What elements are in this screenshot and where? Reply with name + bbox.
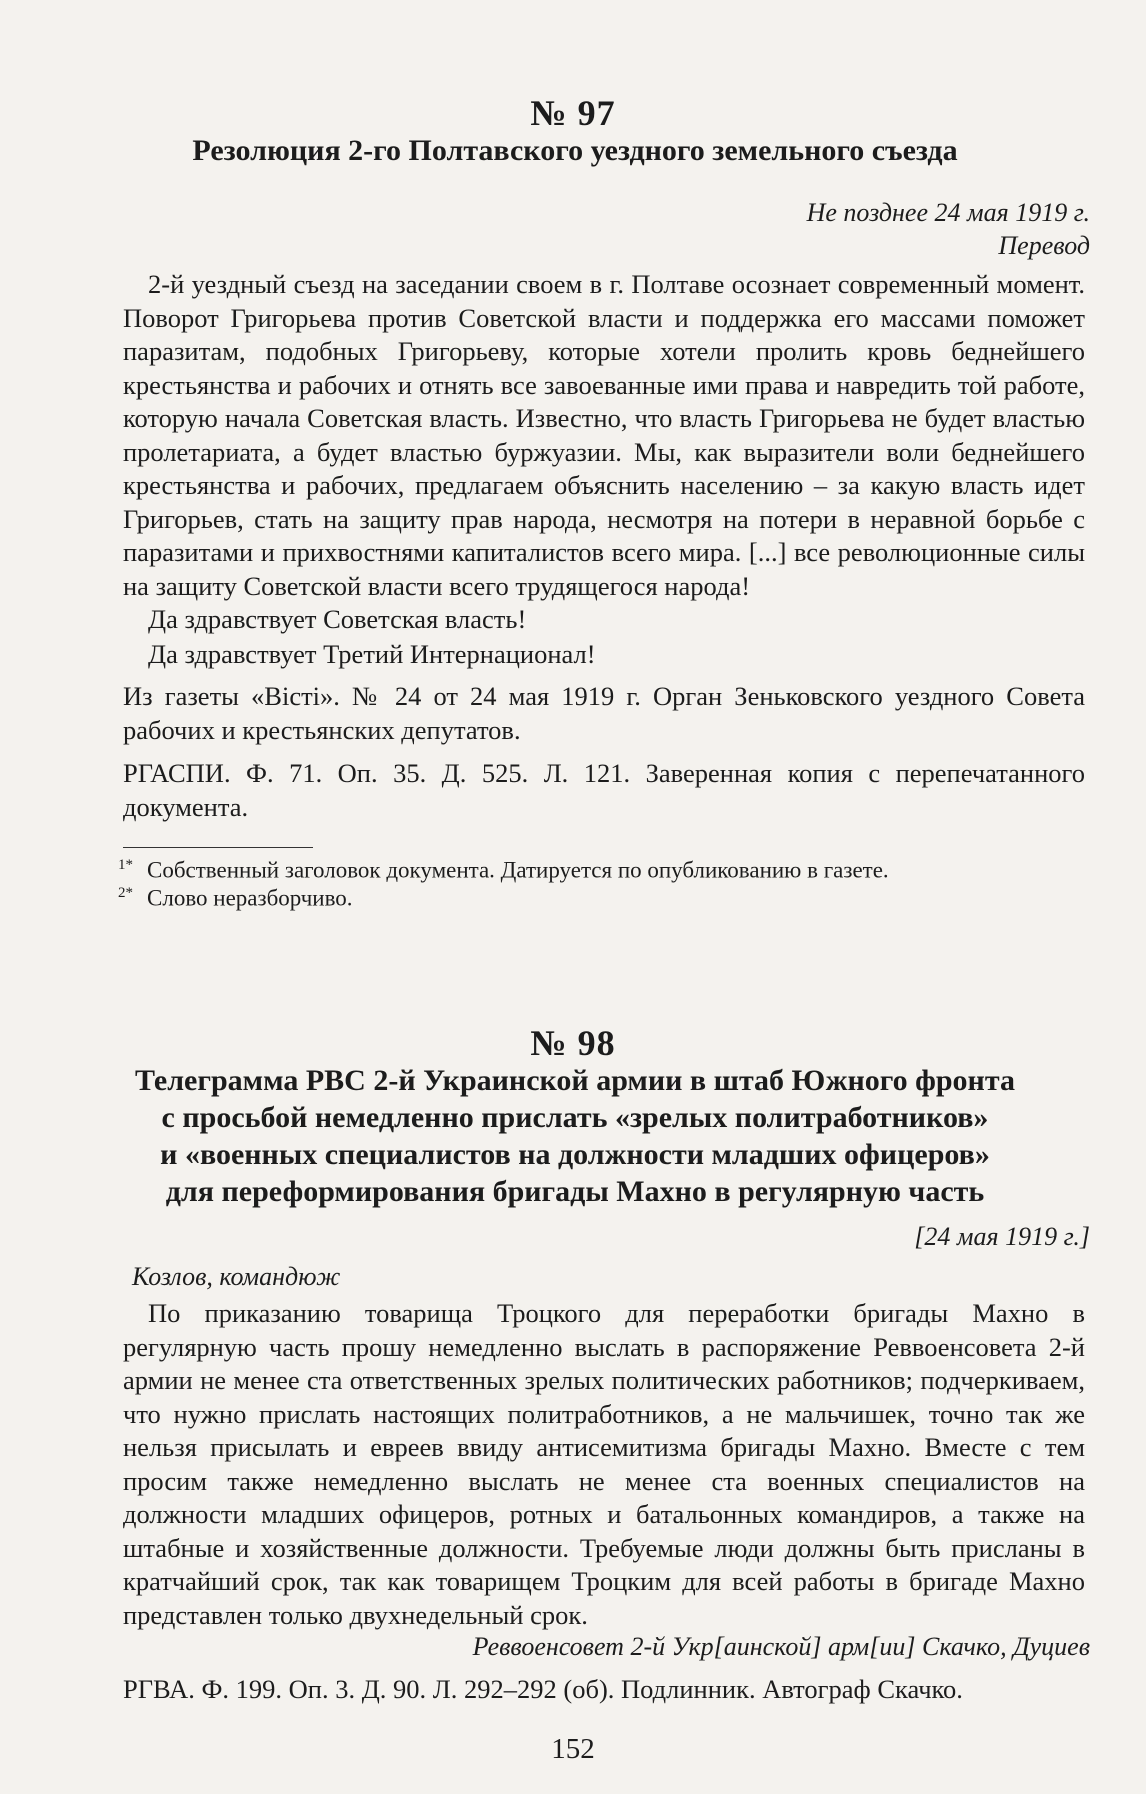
doc97-title: Резолюция 2-го Полтавского уездного земельного съезда: [192, 134, 958, 167]
doc97-slogan-2: Да здравствует Третий Интернационал!: [148, 639, 596, 669]
doc97-slogan-1: Да здравствует Советская власть!: [148, 604, 527, 634]
doc98-body: По приказанию товарища Троцкого для переработки бригады Махно в регулярную часть прошу немедленно выслать в распоряжение Реввоенсовета 2-й армии не менее ста ответственных зрелых политических работников; подчеркиваем, что нужно прислать настоящих политработников, а не мальчишек, точно так же нельзя присылать и евреев ввиду антисемитизма бригады Махно. Вместе с тем просим также немедленно выслать не менее ста военных специалистов на должности младших офицеров, ротных и батальонных командиров, а также на штабные и хозяйственные должности. Требуемые люди должны быть присланы в кратчайший срок, так как товарищем Троцким для всей работы в бригаде Махно представлен только двухнедельный срок.: [123, 1298, 1085, 1630]
doc98-source: РГВА. Ф. 199. Оп. 3. Д. 90. Л. 292–292 (об). Подлинник. Автограф Скачко.: [123, 1674, 963, 1704]
footnote-divider: [123, 847, 313, 848]
footnote-2-text: Слово неразборчиво.: [147, 885, 353, 911]
doc98-date: [24 мая 1919 г.]: [914, 1222, 1090, 1251]
doc98-title: [60, 1062, 1090, 1210]
footnote-1: [118, 857, 889, 884]
doc98-author: Козлов, командюж: [132, 1262, 341, 1291]
footnote-1-text: Собственный заголовок документа. Датируется по опубликованию в газете.: [147, 857, 889, 883]
page-number: 152: [551, 1733, 595, 1765]
doc98-title-line-3: и «военных специалистов на должности младших офицеров»: [160, 1138, 990, 1171]
doc97-date: Не позднее 24 мая 1919 г.: [806, 198, 1090, 227]
doc98-title-line-1: Телеграмма РВС 2-й Украинской армии в штаб Южного фронта: [135, 1064, 1015, 1097]
footnote-2-mark: 2*: [118, 885, 133, 901]
doc97-source-archive: РГАСПИ. Ф. 71. Оп. 35. Д. 525. Л. 121. Заверенная копия с перепечатанного документа.: [123, 758, 1085, 822]
doc98-title-line-4: для переформирования бригады Махно в регулярную часть: [165, 1175, 985, 1208]
doc98-signature: Реввоенсовет 2-й Укр[аинской] арм[ии] Скачко, Дуциев: [472, 1632, 1090, 1661]
doc98-number: № 98: [530, 1023, 616, 1063]
doc97-translation-note: Перевод: [998, 231, 1090, 260]
doc98-title-line-2: с просьбой немедленно прислать «зрелых политработников»: [161, 1101, 989, 1134]
doc97-source-newspaper: Из газеты «Вісті». № 24 от 24 мая 1919 г. Орган Зеньковского уездного Совета рабочих и крестьянских депутатов.: [123, 681, 1085, 745]
doc97-number: № 97: [530, 93, 616, 133]
footnote-2: [118, 885, 353, 912]
footnote-1-mark: 1*: [118, 857, 133, 873]
doc97-body: 2-й уездный съезд на заседании своем в г. Полтаве осознает современный момент. Поворот Григорьева против Советской власти и поддержка его массами поможет паразитам, подобных Григорьеву, которые хотели пролить кровь беднейшего крестьянства и рабочих и отнять все завоеванные ими права и навредить той работе, которую начала Советская власть. Известно, что власть Григорьева не будет властью пролетариата, а будет властью буржуазии. Мы, как выразители воли беднейшего крестьянства и рабочих, предлагаем объяснить населению – за какую власть идет Григорьев, стать на защиту прав народа, несмотря на потери в неравной борьбе с паразитами и прихвостнями капиталистов всего мира. [...] все революционные силы на защиту Советской власти всего трудящегося народа!: [123, 269, 1085, 601]
